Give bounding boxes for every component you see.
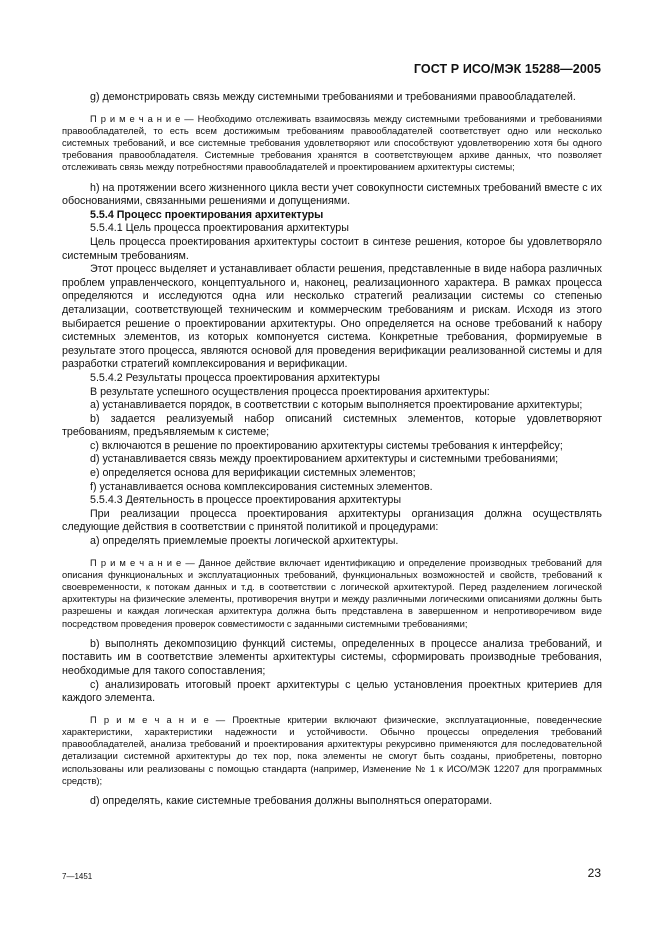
activity-d: d) определять, какие системные требования должны выполняться операторами. bbox=[90, 795, 493, 808]
paragraph-h: h) на протяжении всего жизненного цикла вести учет совокупности системных требований вместе с их обоснованиями, связанными решениями и допущениями. bbox=[62, 181, 602, 208]
paragraph-results: В результате успешного осуществления процесса проектирования архитектуры: bbox=[90, 385, 490, 398]
subsection-heading-5-5-4-2: 5.5.4.2 Результаты процесса проектирования архитектуры bbox=[90, 371, 380, 384]
activity-c: c) анализировать итоговый проект архитектуры с целью установления проектных критериев для каждого элемента. bbox=[62, 678, 602, 705]
paragraph-goal: Цель процесса проектирования архитектуры состоит в синтезе решения, которое бы удовлетворяло системным требованиям. bbox=[62, 235, 602, 262]
sheet-mark: 7—1451 bbox=[62, 872, 93, 881]
result-e: e) определяется основа для верификации системных элементов; bbox=[90, 467, 416, 480]
result-d: d) устанавливается связь между проектированием архитектуры и системными требованиями; bbox=[90, 453, 559, 466]
note-3: П р и м е ч а н и е — Проектные критерии включают физические, эксплуатационные, поведенческие характеристики, характеристики надежности и устойчивости. Обычно процессы определения требований правообладателей, анализа требований и проектирования архитектуры рекурсивно применяются для последовательной детализации системной архитектуры до тех пор, пока элементы не смогут быть созданы, приобретены, повторно использованы или реализованы с помощью стандарта (например, Изменение № 1 к ИСО/МЭК 12207 для программных средств); bbox=[62, 713, 602, 786]
standard-header: ГОСТ Р ИСО/МЭК 15288—2005 bbox=[413, 62, 601, 76]
note-1: П р и м е ч а н и е — Необходимо отслеживать взаимосвязь между системными требованиями и требованиями правообладателей, то есть всем достижимым требованиям правообладателей соответствует одно или несколько системных требований, и все системные требования удовлетворяют или способствуют удовлетворению хотя бы одного требования правообладателя. Системные требования хранятся в соответствующем архиве данных, что позволяет отслеживать связь между потребностями правообладателей и проектированием архитектуры системы; bbox=[62, 112, 602, 173]
activity-b: b) выполнять декомпозицию функций системы, определенных в процессе анализа требований, и поставить им в соответствие элементы архитектуры системы, сформировать производные требования, необходимые для такого сопоставления; bbox=[62, 637, 602, 678]
section-heading-5-5-4: 5.5.4 Процесс проектирования архитектуры bbox=[90, 208, 324, 221]
page-number: 23 bbox=[587, 866, 601, 880]
subsection-heading-5-5-4-3: 5.5.4.3 Деятельность в процессе проектирования архитектуры bbox=[90, 494, 402, 507]
result-b: b) задается реализуемый набор описаний системных элементов, которые удовлетворяют требованиям, предъявляемым к системе; bbox=[62, 412, 602, 439]
paragraph-g: g) демонстрировать связь между системными требованиями и требованиями правообладателей. bbox=[90, 91, 576, 103]
subsection-heading-5-5-4-1: 5.5.4.1 Цель процесса проектирования архитектуры bbox=[90, 222, 349, 235]
activity-a: а) определять приемлемые проекты логической архитектуры. bbox=[90, 535, 399, 548]
note-2: П р и м е ч а н и е — Данное действие включает идентификацию и определение производных требований для описания функциональных и эксплуатационных требований, функциональных возможностей и свойств, требований к своевременности, к потокам данных и т.д. в соответствии с логической архитектурой. Перед разделением логической архитектуры на физические элементы, противоречия внутри и между различными логическими описаниями должны быть разрешены и каждая логическая архитектура должна быть представлена в завершенном и непротиворечивом виде посредством проведения проверок совместимости с заданными системными требованиями; bbox=[62, 556, 602, 629]
result-a: а) устанавливается порядок, в соответствии с которым выполняется проектирование архитектуры; bbox=[90, 399, 583, 412]
paragraph-activities: При реализации процесса проектирования архитектуры организация должна осуществлять следующие действия в соответствии с принятой политикой и процедурами: bbox=[62, 507, 602, 534]
page-content bbox=[62, 91, 602, 809]
paragraph-process: Этот процесс выделяет и устанавливает области решения, представленные в виде набора различных проблем управленческого, концептуального и, наконец, реализационного характера. В рамках процесса определяются и исследуются одна или несколько стратегий реализации системы со степенью детализации, соответствующей техническим и коммерческим требованиям и рискам. Исходя из этого выбирается решение о проектировании архитектуры. Оно определяется на основе требований к набору системных элементов, из которых компонуется система. Конкретные требования, формируемые в результате этого процесса, являются основой для проведения верификации реализованной системы и для разработки стратегий комплексирования и верификации. bbox=[62, 263, 602, 371]
result-f: f) устанавливается основа комплексирования системных элементов. bbox=[90, 480, 433, 493]
result-c: c) включаются в решение по проектированию архитектуры системы требования к интерфейсу; bbox=[90, 439, 563, 452]
